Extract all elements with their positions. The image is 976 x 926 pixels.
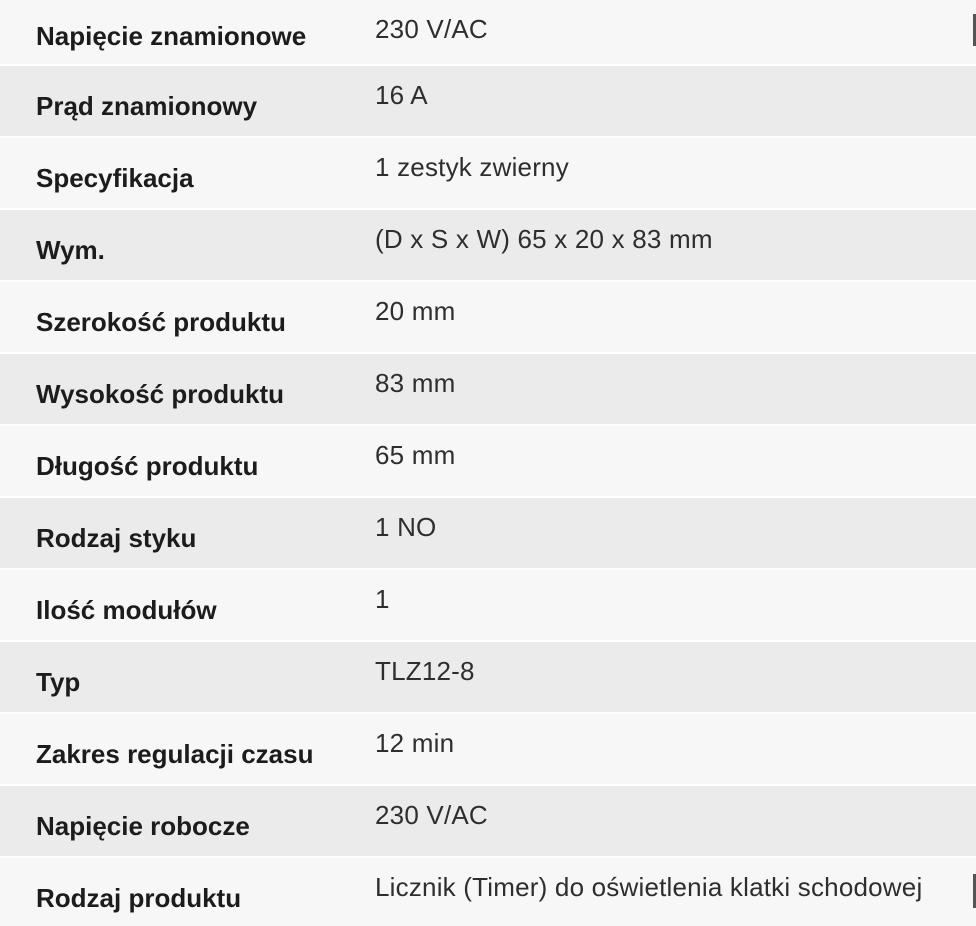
spec-label: Wysokość produktu bbox=[36, 378, 285, 409]
spec-row-rated-current bbox=[0, 66, 976, 138]
spec-label: Szerokość produktu bbox=[36, 306, 286, 337]
spec-row-product-height bbox=[0, 354, 976, 426]
spec-row-operating-voltage bbox=[0, 786, 976, 858]
spec-label: Prąd znamionowy bbox=[36, 90, 258, 121]
spec-value: 230 V/AC bbox=[375, 14, 488, 44]
spec-row-type bbox=[0, 642, 976, 714]
spec-value: 83 mm bbox=[375, 368, 456, 398]
spec-row-rated-voltage bbox=[0, 0, 976, 66]
spec-row-module-count bbox=[0, 570, 976, 642]
spec-row-product-kind bbox=[0, 858, 976, 926]
spec-label: Zakres regulacji czasu bbox=[36, 738, 314, 769]
spec-label: Rodzaj styku bbox=[36, 522, 197, 553]
spec-row-dimensions bbox=[0, 210, 976, 282]
spec-value: 1 zestyk zwierny bbox=[375, 152, 569, 182]
spec-value: Licznik (Timer) do oświetlenia klatki schodowej bbox=[375, 872, 923, 902]
spec-row-product-width bbox=[0, 282, 976, 354]
spec-value: TLZ12-8 bbox=[375, 656, 475, 686]
spec-label: Rodzaj produktu bbox=[36, 882, 242, 913]
spec-label: Ilość modułów bbox=[36, 594, 217, 625]
spec-value: 65 mm bbox=[375, 440, 456, 470]
spec-value: 230 V/AC bbox=[375, 800, 488, 830]
spec-label: Typ bbox=[36, 666, 81, 697]
spec-label: Napięcie robocze bbox=[36, 810, 250, 841]
spec-row-product-length bbox=[0, 426, 976, 498]
spec-value: 16 A bbox=[375, 80, 428, 110]
spec-label: Specyfikacja bbox=[36, 162, 194, 193]
spec-value: 1 bbox=[375, 584, 390, 614]
spec-label: Napięcie znamionowe bbox=[36, 20, 307, 51]
spec-row-contact-type bbox=[0, 498, 976, 570]
spec-value: 1 NO bbox=[375, 512, 437, 542]
spec-value: 12 min bbox=[375, 728, 455, 758]
spec-value: (D x S x W) 65 x 20 x 83 mm bbox=[375, 224, 713, 254]
spec-label: Wym. bbox=[36, 234, 105, 265]
spec-row-specification bbox=[0, 138, 976, 210]
spec-label: Długość produktu bbox=[36, 450, 259, 481]
spec-value: 20 mm bbox=[375, 296, 456, 326]
spec-row-time-range bbox=[0, 714, 976, 786]
